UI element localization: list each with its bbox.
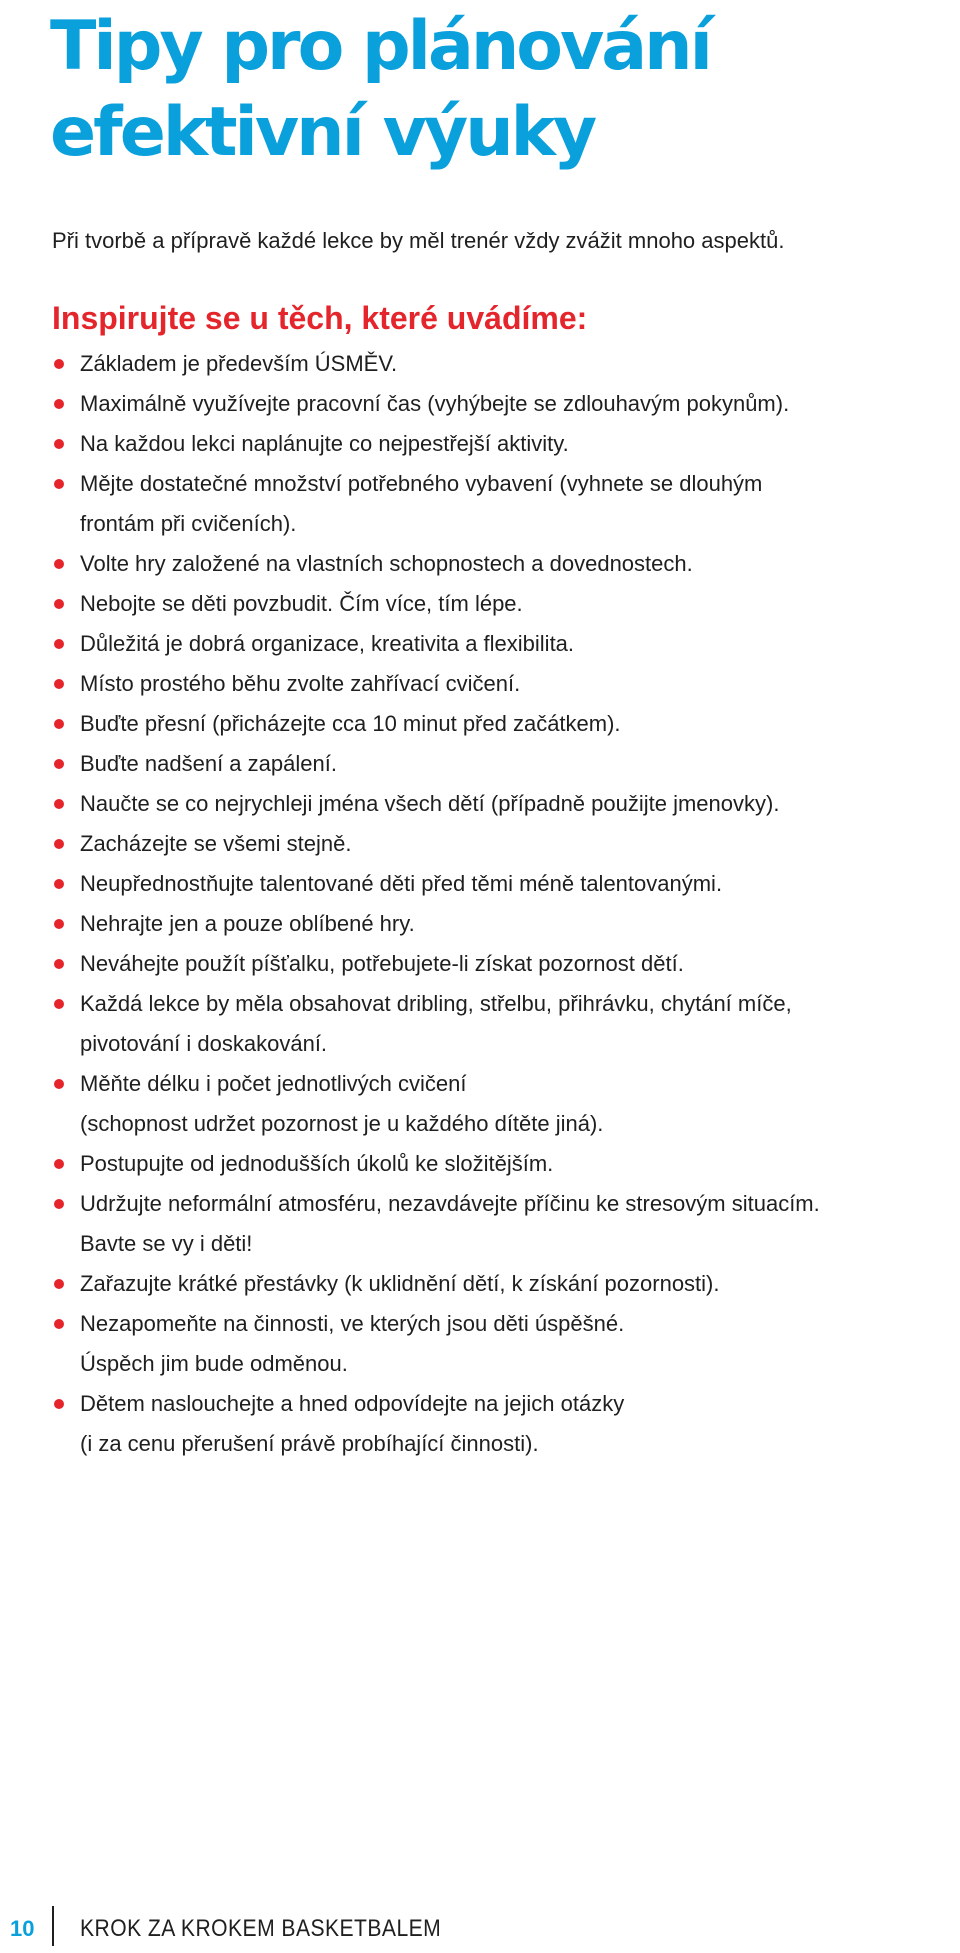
footer-divider [52,1906,54,1946]
tip-text: Nehrajte jen a pouze oblíbené hry. [80,911,415,936]
tip-list-item [52,1144,952,1184]
page-title-line: efektivní výuky [50,93,595,172]
red-bullet-icon [54,1399,64,1409]
tip-text: Místo prostého běhu zvolte zahřívací cvičení. [80,671,521,696]
tip-list-item [52,424,952,464]
tip-text: Zařazujte krátké přestávky (k uklidnění dětí, k získání pozornosti). [80,1271,720,1296]
red-bullet-icon [54,599,64,609]
tip-list-item [52,544,952,584]
tip-text: Buďte nadšení a zapálení. [80,751,337,776]
tip-text: Měňte délku i počet jednotlivých cvičení [80,1071,467,1096]
tip-list-item [52,344,952,384]
tip-text: Každá lekce by měla obsahovat dribling, střelbu, přihrávku, chytání míče, [80,991,792,1016]
tip-list-item [52,1264,952,1304]
tip-text: (i za cenu přerušení právě probíhající činnosti). [80,1431,539,1456]
red-bullet-icon [54,959,64,969]
tip-text: Nebojte se děti povzbudit. Čím více, tím lépe. [80,591,523,616]
red-bullet-icon [54,559,64,569]
red-bullet-icon [54,1279,64,1289]
tip-list-item [52,944,952,984]
page-number: 10 [10,1916,35,1941]
tip-text: frontám při cvičeních). [80,511,297,536]
page-title [50,4,710,176]
page-title-line: Tipy pro plánování [50,7,710,86]
red-bullet-icon [54,1199,64,1209]
tip-text: (schopnost udržet pozornost je u každého dítěte jiná). [80,1111,604,1136]
red-bullet-icon [54,759,64,769]
tip-text: Maximálně využívejte pracovní čas (vyhýbejte se zdlouhavým pokynům). [80,391,790,416]
tip-text: pivotování i doskakování. [80,1031,328,1056]
tip-text: Zacházejte se všemi stejně. [80,831,352,856]
tip-text: Dětem naslouchejte a hned odpovídejte na jejich otázky [80,1391,625,1416]
tip-list-item [52,704,952,744]
book-title: KROK ZA KROKEM BASKETBALEM [80,1915,442,1942]
tip-text: Postupujte od jednodušších úkolů ke složitějším. [80,1151,554,1176]
page-footer [0,1900,960,1952]
red-bullet-icon [54,799,64,809]
tip-list-item [52,984,952,1064]
tips-list [52,344,952,1464]
tip-list-item [52,464,952,544]
tip-text: Neváhejte použít píšťalku, potřebujete-li získat pozornost dětí. [80,951,684,976]
tip-list-item [52,904,952,944]
tip-text: Volte hry založené na vlastních schopnostech a dovednostech. [80,551,693,576]
red-bullet-icon [54,479,64,489]
tip-list-item [52,1384,952,1464]
red-bullet-icon [54,999,64,1009]
tip-list-item [52,824,952,864]
tip-list-item [52,864,952,904]
red-bullet-icon [54,1159,64,1169]
red-bullet-icon [54,879,64,889]
red-bullet-icon [54,1319,64,1329]
tip-list-item [52,1304,952,1384]
tip-text: Bavte se vy i děti! [80,1231,253,1256]
tip-list-item [52,664,952,704]
red-bullet-icon [54,1079,64,1089]
tip-text: Úspěch jim bude odměnou. [80,1351,348,1376]
tip-text: Udržujte neformální atmosféru, nezavdávejte příčinu ke stresovým situacím. [80,1191,820,1216]
tip-text: Buďte přesní (přicházejte cca 10 minut před začátkem). [80,711,621,736]
red-bullet-icon [54,719,64,729]
tip-list-item [52,624,952,664]
red-bullet-icon [54,639,64,649]
tip-text: Na každou lekci naplánujte co nejpestřejší aktivity. [80,431,569,456]
tip-list-item [52,384,952,424]
red-bullet-icon [54,439,64,449]
red-bullet-icon [54,919,64,929]
tip-text: Důležitá je dobrá organizace, kreativita a flexibilita. [80,631,575,656]
red-bullet-icon [54,399,64,409]
tip-list-item [52,1184,952,1264]
red-bullet-icon [54,359,64,369]
red-bullet-icon [54,679,64,689]
intro-paragraph: Při tvorbě a přípravě každé lekce by měl trenér vždy zvážit mnoho aspektů. [52,228,785,253]
tip-text: Naučte se co nejrychleji jména všech dětí (případně použijte jmenovky). [80,791,780,816]
red-bullet-icon [54,839,64,849]
tip-list-item [52,584,952,624]
tip-list-item [52,1064,952,1144]
tip-text: Mějte dostatečné množství potřebného vybavení (vyhnete se dlouhým [80,471,763,496]
tip-list-item [52,744,952,784]
tip-text: Nezapomeňte na činnosti, ve kterých jsou děti úspěšné. [80,1311,625,1336]
tip-text: Neupřednostňujte talentované děti před těmi méně talentovanými. [80,871,723,896]
tip-text: Základem je především ÚSMĚV. [80,351,398,376]
section-heading: Inspirujte se u těch, které uvádíme: [52,300,588,336]
tip-list-item [52,784,952,824]
